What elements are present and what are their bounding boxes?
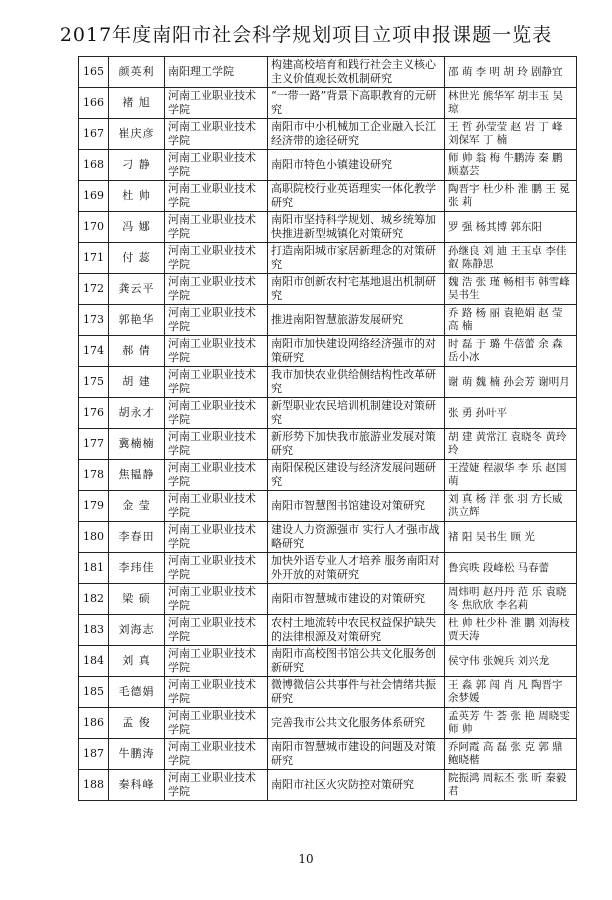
- unit-cell: 河南工业职业技术学院: [165, 491, 268, 522]
- applicant-name-cell: 焦韫静: [109, 460, 165, 491]
- row-number-cell: 181: [79, 553, 109, 584]
- unit-cell: 河南工业职业技术学院: [165, 429, 268, 460]
- row-number-cell: 184: [79, 646, 109, 677]
- unit-cell: 河南工业职业技术学院: [165, 243, 268, 274]
- applicant-name-cell: 龚云平: [109, 274, 165, 305]
- row-number-cell: 175: [79, 367, 109, 398]
- table-row: [79, 274, 577, 305]
- table-row: [79, 677, 577, 708]
- table-row: [79, 150, 577, 181]
- unit-cell: 河南工业职业技术学院: [165, 181, 268, 212]
- topic-cell: 南阳市创新农村宅基地退出机制研究: [268, 274, 445, 305]
- applicant-name-cell: 冯 娜: [109, 212, 165, 243]
- row-number-cell: 182: [79, 584, 109, 615]
- table-row: [79, 615, 577, 646]
- members-cell: 时 磊 于 璐 牛蓓蕾 余 森 岳小冰: [445, 336, 577, 367]
- unit-cell: 河南工业职业技术学院: [165, 522, 268, 553]
- table-row: [79, 770, 577, 801]
- unit-cell: 河南工业职业技术学院: [165, 367, 268, 398]
- applicant-name-cell: 崔庆彦: [109, 119, 165, 150]
- unit-cell: 河南工业职业技术学院: [165, 646, 268, 677]
- row-number-cell: 172: [79, 274, 109, 305]
- members-cell: 孙继良 刘 迪 王玉卓 李佳叡 陈静思: [445, 243, 577, 274]
- table-row: [79, 181, 577, 212]
- unit-cell: 河南工业职业技术学院: [165, 553, 268, 584]
- topic-cell: 高职院校行业英语理实一体化教学研究: [268, 181, 445, 212]
- row-number-cell: 171: [79, 243, 109, 274]
- row-number-cell: 166: [79, 88, 109, 119]
- applicant-name-cell: 金 莹: [109, 491, 165, 522]
- table-row: [79, 336, 577, 367]
- members-cell: 侯守伟 张婉兵 刘兴龙: [445, 646, 577, 677]
- unit-cell: 南阳理工学院: [165, 57, 268, 88]
- table-row: [79, 57, 577, 88]
- topic-cell: 微博微信公共事件与社会情绪共振研究: [268, 677, 445, 708]
- applicant-name-cell: 褚 旭: [109, 88, 165, 119]
- row-number-cell: 180: [79, 522, 109, 553]
- unit-cell: 河南工业职业技术学院: [165, 584, 268, 615]
- table-body: [79, 57, 577, 801]
- table-row: [79, 739, 577, 770]
- members-cell: 刘 真 杨 洋 张 羽 方长威 洪立辉: [445, 491, 577, 522]
- row-number-cell: 168: [79, 150, 109, 181]
- unit-cell: 河南工业职业技术学院: [165, 88, 268, 119]
- table-row: [79, 88, 577, 119]
- topic-cell: 南阳市中小机械加工企业融入长江经济带的途径研究: [268, 119, 445, 150]
- applicant-name-cell: 郝 倩: [109, 336, 165, 367]
- members-cell: 张 勇 孙叶平: [445, 398, 577, 429]
- topic-cell: 新型职业农民培训机制建设对策研究: [268, 398, 445, 429]
- table-row: [79, 584, 577, 615]
- applicant-name-cell: 颜英利: [109, 57, 165, 88]
- topic-cell: 南阳市智慧城市建设的对策研究: [268, 584, 445, 615]
- topic-cell: 南阳市智慧图书馆建设对策研究: [268, 491, 445, 522]
- applicant-name-cell: 刁 静: [109, 150, 165, 181]
- topic-cell: 我市加快农业供给侧结构性改革研究: [268, 367, 445, 398]
- members-cell: 褚 阳 吴书生 顾 光: [445, 522, 577, 553]
- page-number: 10: [298, 852, 314, 866]
- unit-cell: 河南工业职业技术学院: [165, 460, 268, 491]
- table-row: [79, 522, 577, 553]
- row-number-cell: 183: [79, 615, 109, 646]
- table-row: [79, 119, 577, 150]
- applicant-name-cell: 孟 俊: [109, 708, 165, 739]
- table-row: [79, 646, 577, 677]
- topic-cell: 推进南阳智慧旅游发展研究: [268, 305, 445, 336]
- unit-cell: 河南工业职业技术学院: [165, 677, 268, 708]
- row-number-cell: 177: [79, 429, 109, 460]
- members-cell: 院振鸿 周耘丕 张 昕 秦毅君: [445, 770, 577, 801]
- topic-cell: 南阳市加快建设网络经济强市的对策研究: [268, 336, 445, 367]
- row-number-cell: 186: [79, 708, 109, 739]
- members-cell: 罗 强 杨其博 郭东阳: [445, 212, 577, 243]
- row-number-cell: 170: [79, 212, 109, 243]
- members-cell: 林世光 熊华军 胡丰玉 吴 琼: [445, 88, 577, 119]
- table-row: [79, 460, 577, 491]
- unit-cell: 河南工业职业技术学院: [165, 212, 268, 243]
- row-number-cell: 179: [79, 491, 109, 522]
- applicant-name-cell: 刘海志: [109, 615, 165, 646]
- applicant-name-cell: 付 蕊: [109, 243, 165, 274]
- applicant-name-cell: 胡 建: [109, 367, 165, 398]
- table-row: [79, 429, 577, 460]
- row-number-cell: 167: [79, 119, 109, 150]
- project-table: [78, 56, 577, 801]
- members-cell: 乔阿霞 高 磊 张 克 郭 鼎 鲍晓楷: [445, 739, 577, 770]
- table-row: [79, 305, 577, 336]
- page-title: 2017年度南阳市社会科学规划项目立项申报课题一览表: [59, 24, 553, 46]
- members-cell: 魏 浩 张 瑾 畅相韦 韩雪峰 吴书生: [445, 274, 577, 305]
- applicant-name-cell: 牛鹏涛: [109, 739, 165, 770]
- row-number-cell: 178: [79, 460, 109, 491]
- project-table-container: [78, 56, 576, 801]
- members-cell: 王 哲 孙莹莹 赵 岩 丁 峰 刘保军 丁 楠: [445, 119, 577, 150]
- members-cell: 王滢婕 程淑华 李 乐 赵国萌: [445, 460, 577, 491]
- applicant-name-cell: 刘 真: [109, 646, 165, 677]
- topic-cell: 完善我市公共文化服务体系研究: [268, 708, 445, 739]
- unit-cell: 河南工业职业技术学院: [165, 615, 268, 646]
- topic-cell: 南阳保税区建设与经济发展问题研究: [268, 460, 445, 491]
- topic-cell: 南阳市特色小镇建设研究: [268, 150, 445, 181]
- topic-cell: 南阳市坚持科学规划、城乡统筹加快推进新型城镇化对策研究: [268, 212, 445, 243]
- unit-cell: 河南工业职业技术学院: [165, 770, 268, 801]
- members-cell: 孟英芳 牛 荟 张 艳 周晓雯 师 帅: [445, 708, 577, 739]
- row-number-cell: 173: [79, 305, 109, 336]
- row-number-cell: 188: [79, 770, 109, 801]
- table-row: [79, 367, 577, 398]
- unit-cell: 河南工业职业技术学院: [165, 274, 268, 305]
- unit-cell: 河南工业职业技术学院: [165, 119, 268, 150]
- unit-cell: 河南工业职业技术学院: [165, 739, 268, 770]
- row-number-cell: 176: [79, 398, 109, 429]
- topic-cell: 农村土地流转中农民权益保护缺失的法律根源及对策研究: [268, 615, 445, 646]
- topic-cell: 南阳市智慧城市建设的问题及对策研究: [268, 739, 445, 770]
- applicant-name-cell: 杜 帅: [109, 181, 165, 212]
- applicant-name-cell: 李玮佳: [109, 553, 165, 584]
- applicant-name-cell: 冀楠楠: [109, 429, 165, 460]
- members-cell: 邵 萌 李 明 胡 玲 剧静宜: [445, 57, 577, 88]
- unit-cell: 河南工业职业技术学院: [165, 305, 268, 336]
- applicant-name-cell: 李春田: [109, 522, 165, 553]
- table-row: [79, 398, 577, 429]
- row-number-cell: 165: [79, 57, 109, 88]
- unit-cell: 河南工业职业技术学院: [165, 150, 268, 181]
- applicant-name-cell: 梁 硕: [109, 584, 165, 615]
- members-cell: 胡 建 黄常江 袁晓冬 黄玲玲: [445, 429, 577, 460]
- row-number-cell: 187: [79, 739, 109, 770]
- table-row: [79, 708, 577, 739]
- members-cell: 周炜明 赵丹丹 范 乐 袁晓冬 焦欣欣 李名莉: [445, 584, 577, 615]
- topic-cell: 新形势下加快我市旅游业发展对策研究: [268, 429, 445, 460]
- members-cell: 乔 路 杨 丽 袁艳娟 赵 莹 高 楠: [445, 305, 577, 336]
- table-row: [79, 553, 577, 584]
- applicant-name-cell: 胡永才: [109, 398, 165, 429]
- topic-cell: “一带一路”背景下高职教育的元研究: [268, 88, 445, 119]
- topic-cell: 加快外语专业人才培养 服务南阳对外开放的对策研究: [268, 553, 445, 584]
- applicant-name-cell: 毛德娟: [109, 677, 165, 708]
- topic-cell: 建设人力资源强市 实行人才强市战略研究: [268, 522, 445, 553]
- unit-cell: 河南工业职业技术学院: [165, 708, 268, 739]
- members-cell: 王 淼 郭 闯 肖 凡 陶晋宇 余梦媛: [445, 677, 577, 708]
- table-row: [79, 491, 577, 522]
- members-cell: 师 帅 翁 梅 牛鹏涛 秦 鹏 顾嘉芸: [445, 150, 577, 181]
- table-row: [79, 243, 577, 274]
- row-number-cell: 174: [79, 336, 109, 367]
- row-number-cell: 185: [79, 677, 109, 708]
- row-number-cell: 169: [79, 181, 109, 212]
- members-cell: 陶晋宇 杜少朴 淮 鹏 王 冕 张 莉: [445, 181, 577, 212]
- topic-cell: 构建高校培育和践行社会主义核心主义价值观长效机制研究: [268, 57, 445, 88]
- members-cell: 谢 萌 魏 楠 孙会芳 谢明月: [445, 367, 577, 398]
- applicant-name-cell: 郭艳华: [109, 305, 165, 336]
- topic-cell: 打造南阳城市家居新理念的对策研究: [268, 243, 445, 274]
- unit-cell: 河南工业职业技术学院: [165, 398, 268, 429]
- topic-cell: 南阳市社区火灾防控对策研究: [268, 770, 445, 801]
- members-cell: 鲁宾昳 段峰松 马春蕾: [445, 553, 577, 584]
- unit-cell: 河南工业职业技术学院: [165, 336, 268, 367]
- table-row: [79, 212, 577, 243]
- members-cell: 杜 帅 杜少朴 淮 鹏 刘海枝 贾天涛: [445, 615, 577, 646]
- topic-cell: 南阳市高校图书馆公共文化服务创新研究: [268, 646, 445, 677]
- applicant-name-cell: 秦科峰: [109, 770, 165, 801]
